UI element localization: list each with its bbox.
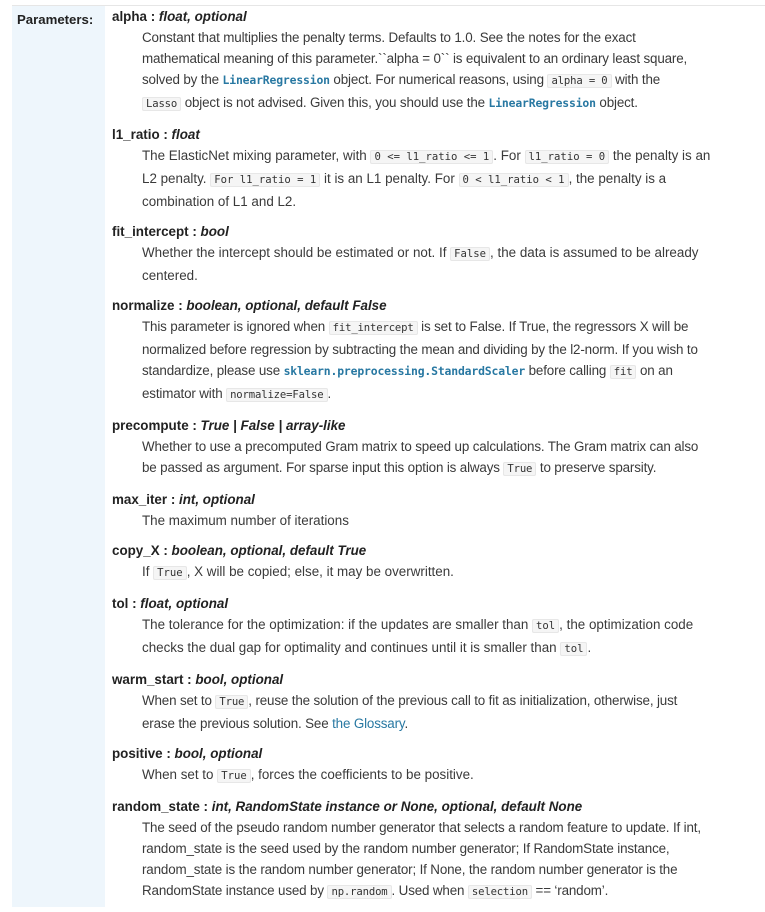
desc-text: This parameter is ignored when — [142, 319, 329, 334]
desc-text: == ‘random’. — [531, 883, 609, 898]
param-max-iter-description — [142, 510, 765, 531]
inline-code: False — [450, 247, 490, 261]
desc-text: with the — [611, 72, 661, 87]
desc-text: on an — [636, 363, 673, 378]
inline-code: np.random — [327, 885, 391, 899]
param-separator: : — [199, 799, 212, 814]
glossary-link[interactable]: the Glossary — [332, 716, 405, 731]
param-tol — [112, 593, 765, 660]
param-type: float, optional — [140, 596, 229, 611]
param-name: normalize — [112, 298, 175, 313]
desc-text: , the optimization code — [559, 617, 694, 632]
desc-text: standardize, please use — [142, 363, 284, 378]
param-type: True | False | array-like — [200, 418, 346, 433]
inline-code: alpha = 0 — [547, 74, 611, 88]
desc-text: object is not advised. Given this, you should use the — [181, 95, 489, 110]
param-name: tol — [112, 596, 129, 611]
param-copy-x-description — [142, 561, 765, 584]
desc-text: random_state is the random number generator; If None, the random number generator is the — [142, 862, 678, 877]
param-name: warm_start — [112, 672, 184, 687]
param-name: fit_intercept — [112, 224, 189, 239]
desc-text: solved by the — [142, 72, 223, 87]
param-max-iter — [112, 489, 765, 531]
param-type: bool — [200, 224, 229, 239]
param-name: alpha — [112, 9, 147, 24]
param-random-state-header — [112, 796, 765, 817]
desc-text: mathematical meaning of this parameter.``alpha = 0`` is equivalent to an ordinary least square, — [142, 51, 688, 66]
inline-code: For l1_ratio = 1 — [210, 173, 320, 187]
inline-code: fit_intercept — [329, 321, 418, 335]
param-type: int, optional — [179, 492, 255, 507]
param-l1-ratio — [112, 124, 765, 212]
desc-text: If — [142, 564, 154, 579]
param-tol-description — [142, 614, 765, 660]
param-alpha-header — [112, 6, 765, 27]
inline-code: l1_ratio = 0 — [525, 150, 610, 164]
param-name: copy_X — [112, 543, 160, 558]
param-copy-x-header — [112, 540, 765, 561]
param-random-state — [112, 796, 765, 903]
desc-text: When set to — [142, 693, 216, 708]
inline-code: tol — [532, 619, 559, 633]
param-alpha-description — [142, 27, 765, 115]
desc-text: , X will be copied; else, it may be overwritten. — [186, 564, 454, 579]
param-random-state-description — [142, 817, 765, 903]
param-separator: : — [146, 9, 159, 24]
param-type: int, RandomState instance or None, optional, default None — [211, 799, 583, 814]
param-separator: : — [174, 298, 187, 313]
param-warm-start — [112, 669, 765, 734]
param-positive-description — [142, 764, 765, 787]
desc-text: centered. — [142, 268, 198, 283]
desc-text: erase the previous solution. See — [142, 716, 333, 731]
desc-text: object. For numerical reasons, using — [329, 72, 548, 87]
desc-text: estimator with — [142, 386, 227, 401]
desc-text: random_state is the seed used by the random number generator; If RandomState instance, — [142, 841, 670, 856]
desc-text: object. — [595, 95, 638, 110]
desc-text: the penalty is an — [609, 148, 711, 163]
param-fit-intercept — [112, 221, 765, 286]
param-fit-intercept-description — [142, 242, 765, 286]
desc-text: . — [587, 640, 592, 655]
standard-scaler-link[interactable]: sklearn.preprocessing.StandardScaler — [283, 364, 526, 378]
param-warm-start-description — [142, 690, 765, 734]
param-max-iter-header — [112, 489, 765, 510]
param-warm-start-header — [112, 669, 765, 690]
param-separator: : — [159, 543, 172, 558]
param-l1-ratio-description — [142, 145, 765, 212]
desc-text: . — [404, 716, 409, 731]
desc-text: , forces the coefficients to be positive. — [250, 767, 474, 782]
desc-text: checks the dual gap for optimality and continues until it is smaller than — [142, 640, 561, 655]
inline-code: Lasso — [142, 97, 181, 111]
inline-code: fit — [610, 365, 637, 379]
desc-text: , the data is assumed to be already — [490, 245, 699, 260]
param-separator: : — [167, 492, 179, 507]
param-type: bool, optional — [174, 746, 263, 761]
desc-text: combination of L1 and L2. — [142, 194, 297, 209]
param-l1-ratio-header — [112, 124, 765, 145]
param-positive — [112, 743, 765, 787]
desc-text: The ElasticNet mixing parameter, with — [142, 148, 371, 163]
desc-text: L2 penalty. — [142, 171, 211, 186]
param-fit-intercept-header — [112, 221, 765, 242]
param-normalize — [112, 295, 765, 406]
param-type: boolean, optional, default False — [186, 298, 387, 313]
param-copy-x — [112, 540, 765, 584]
param-separator: : — [162, 746, 175, 761]
param-separator: : — [183, 672, 196, 687]
param-separator: : — [159, 127, 172, 142]
inline-code: True — [153, 566, 187, 580]
inline-code: tol — [560, 642, 587, 656]
inline-code: normalize=False — [226, 388, 327, 402]
desc-text: it is an L1 penalty. For — [320, 171, 459, 186]
desc-text: before calling — [525, 363, 610, 378]
desc-text: Constant that multiplies the penalty terms. Defaults to 1.0. See the notes for the exact — [142, 30, 636, 45]
param-precompute — [112, 415, 765, 480]
inline-code: 0 <= l1_ratio <= 1 — [370, 150, 493, 164]
param-tol-header — [112, 593, 765, 614]
desc-text: The tolerance for the optimization: if the updates are smaller than — [142, 617, 533, 632]
inline-code: 0 < l1_ratio < 1 — [459, 173, 569, 187]
param-positive-header — [112, 743, 765, 764]
param-separator: : — [128, 596, 141, 611]
desc-text: When set to — [142, 767, 218, 782]
desc-text: Whether the intercept should be estimated or not. If — [142, 245, 451, 260]
desc-text: normalized before regression by subtracting the mean and dividing by the l2-norm. If you wish to — [142, 342, 698, 357]
param-separator: : — [188, 224, 201, 239]
desc-text: Whether to use a precomputed Gram matrix to speed up calculations. The Gram matrix can also — [142, 439, 699, 454]
param-type: bool, optional — [195, 672, 284, 687]
linear-regression-link[interactable]: LinearRegression — [222, 73, 330, 87]
field-name-parameters: Parameters: — [12, 6, 105, 907]
param-precompute-header — [112, 415, 765, 436]
param-name: max_iter — [112, 492, 168, 507]
param-precompute-description — [142, 436, 765, 480]
param-type: float, optional — [158, 9, 247, 24]
desc-text: . — [327, 386, 332, 401]
param-alpha — [112, 6, 765, 115]
desc-text: is set to False. If True, the regressors X will be — [417, 319, 689, 334]
param-normalize-description — [142, 316, 765, 406]
param-normalize-header — [112, 295, 765, 316]
inline-code: True — [217, 769, 251, 783]
param-separator: : — [188, 418, 201, 433]
linear-regression-link[interactable]: LinearRegression — [488, 96, 596, 110]
desc-text: The seed of the pseudo random number generator that selects a random feature to update. If int, — [142, 820, 701, 835]
desc-text: The maximum number of iterations — [142, 513, 349, 528]
desc-text: be passed as argument. For sparse input this option is always — [142, 460, 504, 475]
parameter-list — [112, 6, 765, 912]
inline-code: selection — [468, 885, 532, 899]
desc-text: , reuse the solution of the previous call to fit as initialization, otherwise, just — [248, 693, 678, 708]
param-type: boolean, optional, default True — [171, 543, 367, 558]
desc-text: . For — [493, 148, 525, 163]
desc-text: , the penalty is a — [568, 171, 667, 186]
param-name: random_state — [112, 799, 200, 814]
param-name: precompute — [112, 418, 189, 433]
desc-text: to preserve sparsity. — [536, 460, 657, 475]
param-name: positive — [112, 746, 163, 761]
param-name: l1_ratio — [112, 127, 160, 142]
inline-code: True — [503, 462, 536, 476]
inline-code: True — [215, 695, 248, 709]
desc-text: . Used when — [391, 883, 468, 898]
desc-text: RandomState instance used by — [142, 883, 328, 898]
param-type: float — [171, 127, 200, 142]
